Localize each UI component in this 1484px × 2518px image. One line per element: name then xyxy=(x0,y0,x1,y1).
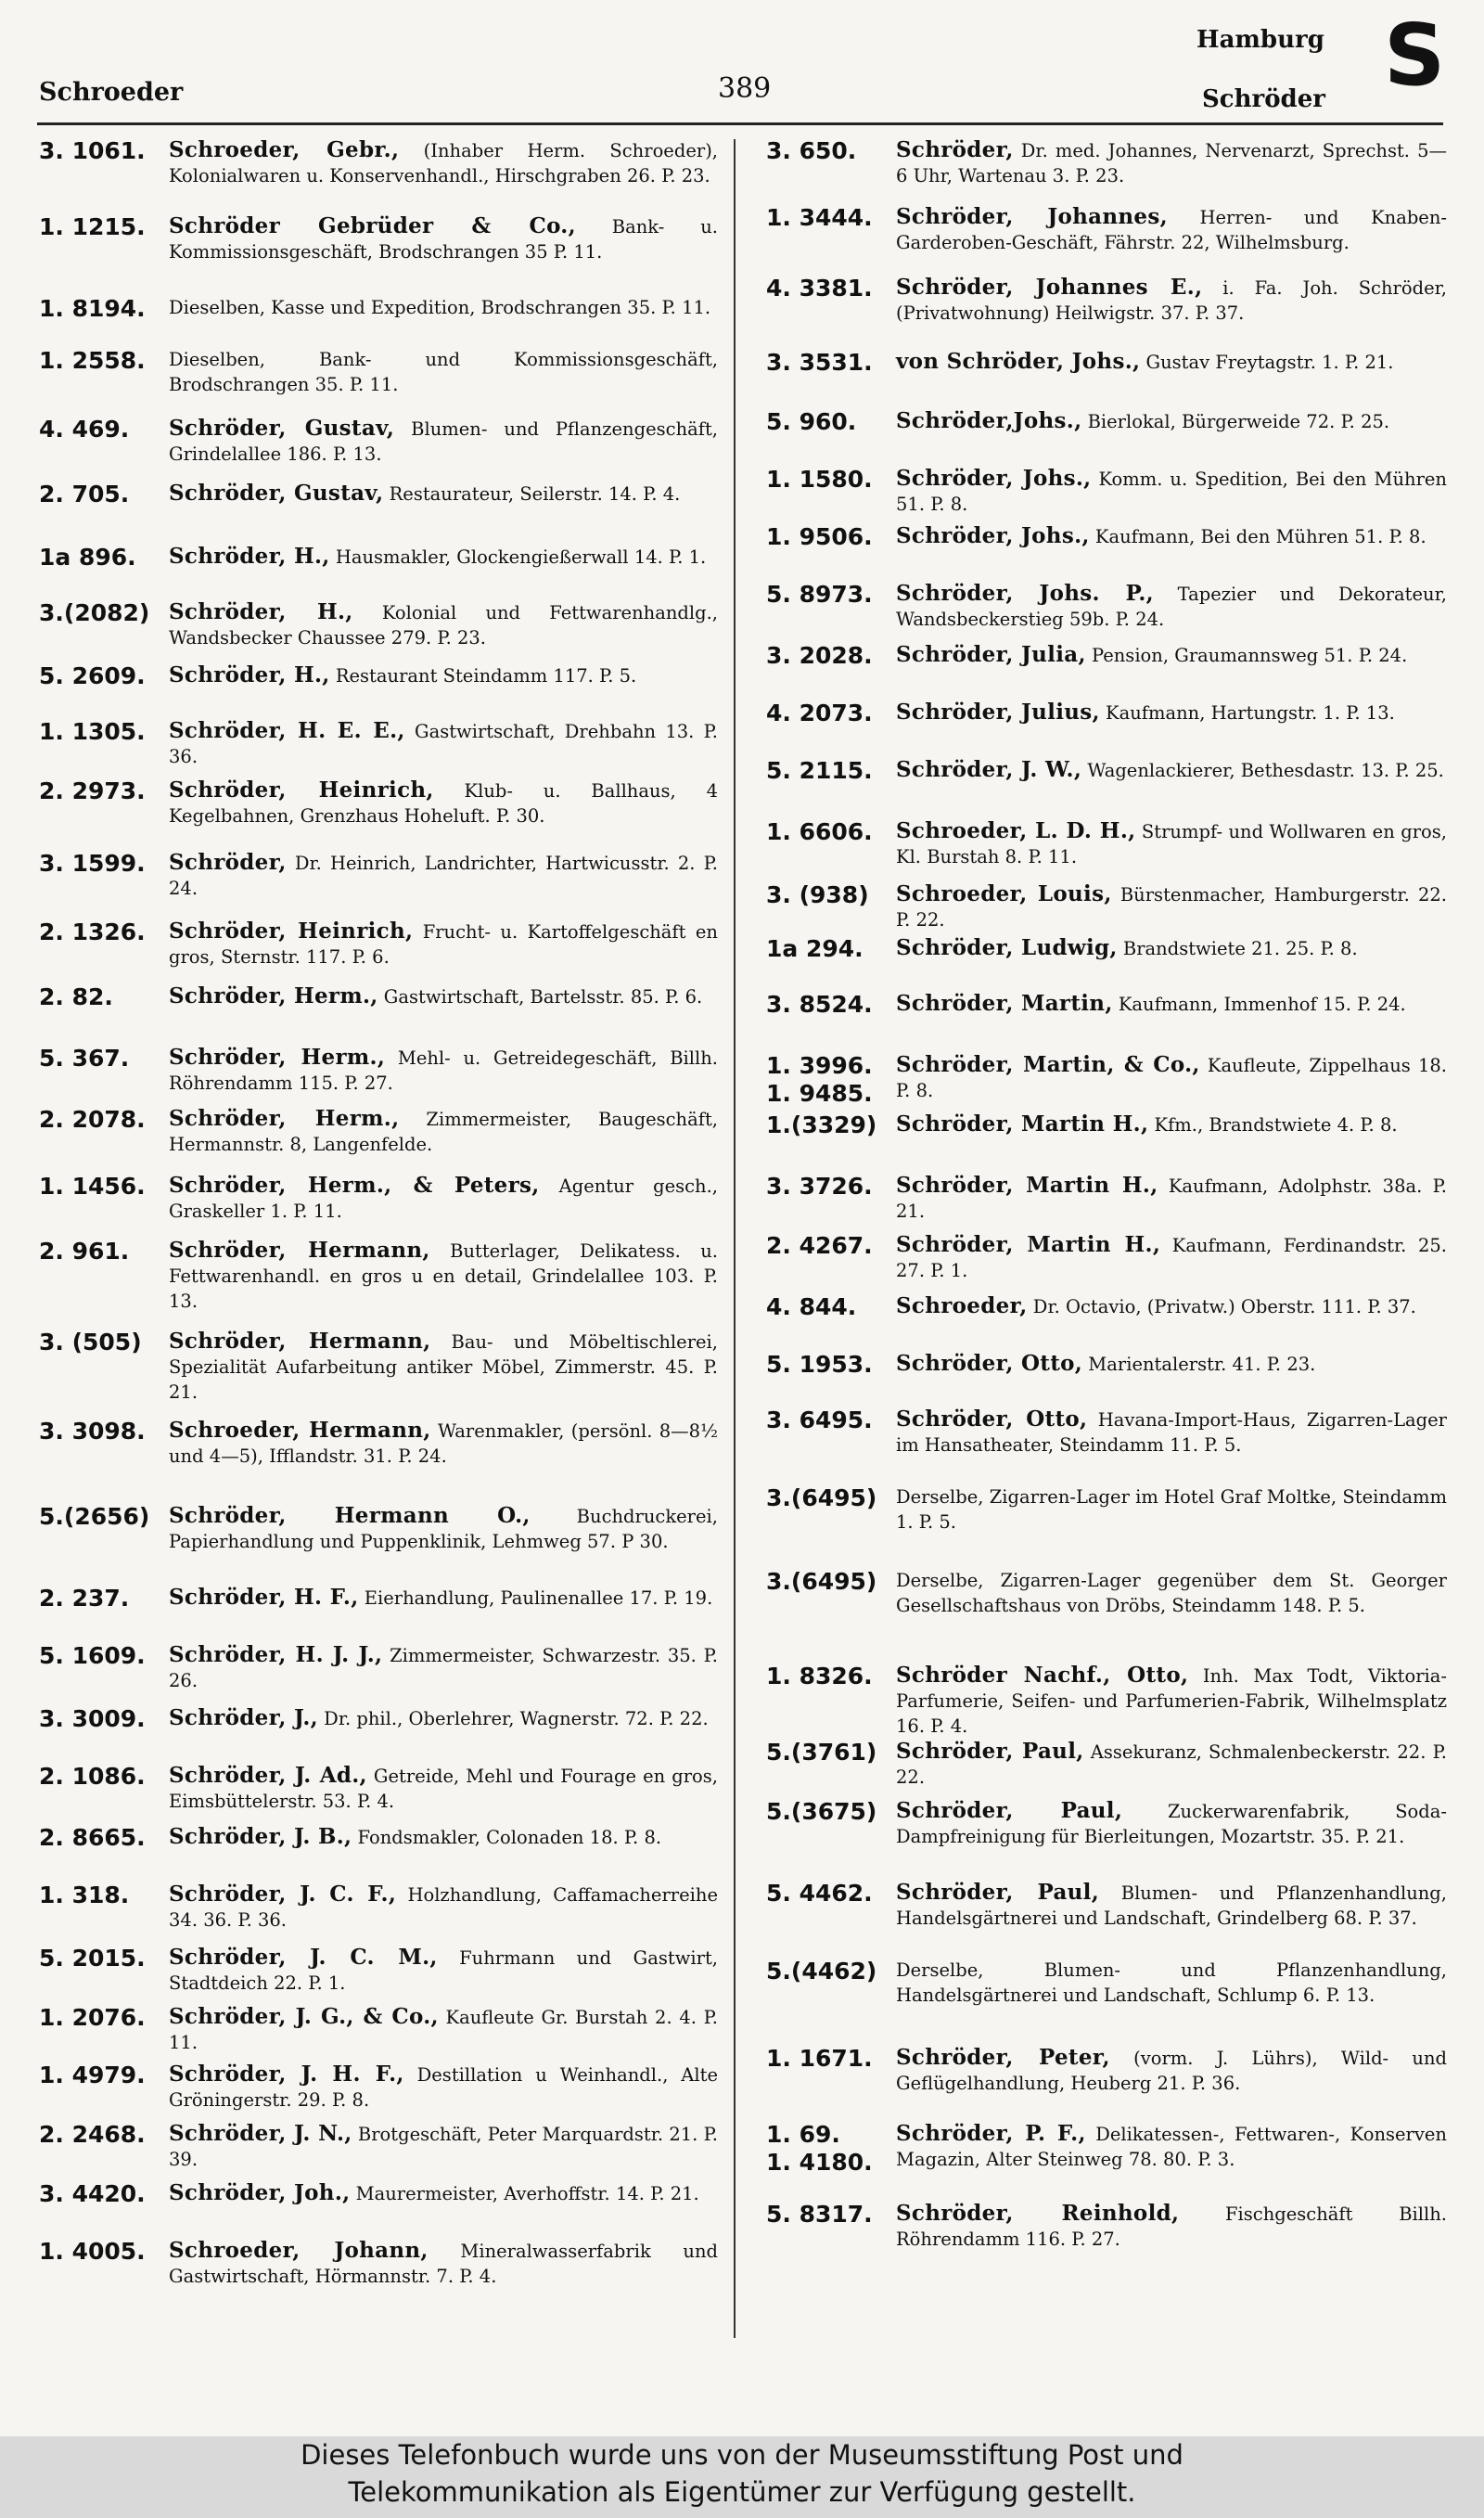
entry-details: Derselbe, Zigarren-Lager gegenüber dem St. Georger Gesellschaftshaus von Dröbs, Steindamm 148. P. 5. xyxy=(896,1570,1447,1616)
entry-text xyxy=(169,662,718,688)
entry-text xyxy=(896,2201,1447,2252)
entry-text xyxy=(896,642,1447,668)
phone-number: 4. 844. xyxy=(766,1293,857,1320)
entry-text xyxy=(169,718,718,769)
entry-text xyxy=(896,1293,1447,1319)
entry-name: Schröder, Julia, xyxy=(896,642,1086,667)
entry-name: Schröder, H., xyxy=(169,544,330,569)
entry-details: Mineralwasserfabrik und Gastwirtschaft, Hörmannstr. 7. P. 4. xyxy=(169,2241,718,2287)
entry-name: Schröder, Martin, xyxy=(896,991,1113,1016)
entry-details: Kaufmann, Bei den Mühren 51. P. 8. xyxy=(1089,526,1426,547)
entry-details: Kaufmann, Hartungstr. 1. P. 13. xyxy=(1099,702,1395,724)
phone-number: 3. 2028. xyxy=(766,642,873,669)
entry-text xyxy=(169,1503,718,1554)
entry-details: Maurermeister, Averhoffstr. 14. P. 21. xyxy=(350,2183,699,2204)
entry-details: Kolonial und Fettwarenhandlg., Wandsbecker Chaussee 279. P. 23. xyxy=(169,602,718,649)
phone-number: 2. 705. xyxy=(39,481,130,507)
entry-name: Schröder, Paul, xyxy=(896,1798,1123,1823)
phone-number: 5. 1609. xyxy=(39,1642,146,1669)
entry-text xyxy=(169,481,718,507)
phone-number: 1. 1671. xyxy=(766,2045,873,2072)
phone-number: 3. 8524. xyxy=(766,991,873,1018)
phone-number: 1. 2076. xyxy=(39,2004,146,2031)
phone-number: 3. 6495. xyxy=(766,1407,873,1433)
entry-details: Dr. med. Johannes, Nervenarzt, Sprechst. 5—6 Uhr, Wartenau 3. P. 23. xyxy=(896,140,1447,186)
entry-text xyxy=(896,2045,1447,2096)
entry-text xyxy=(896,1173,1447,1224)
entry-details: Agentur gesch., Graskeller 1. P. 11. xyxy=(169,1175,718,1222)
phone-number: 1a 896. xyxy=(39,544,136,571)
phone-number: 1. 4005. xyxy=(39,2238,146,2265)
entry-text xyxy=(169,1642,718,1693)
entry-name: Schröder, P. F., xyxy=(896,2121,1086,2146)
entry-name: Schröder, Johs. P., xyxy=(896,581,1154,606)
entry-name: Schröder, Martin, & Co., xyxy=(896,1052,1200,1077)
entry-details: Derselbe, Blumen- und Pflanzenhandlung, Handelsgärtnerei und Landschaft, Schlump 6. P. 13. xyxy=(896,1959,1447,2006)
entry-text xyxy=(169,1106,718,1157)
entry-name: Schröder, Otto, xyxy=(896,1351,1083,1376)
entry-text xyxy=(896,349,1447,375)
entry-details: Butterlager, Delikatess. u. Fettwarenhandl. en gros u en detail, Grindelallee 103. P. 13. xyxy=(169,1240,719,1312)
entry-details: Dieselben, Kasse und Expedition, Brodschrangen 35. P. 11. xyxy=(169,297,711,318)
entry-details: Kaufmann, Immenhof 15. P. 24. xyxy=(1112,994,1406,1015)
entry-text xyxy=(896,1052,1447,1103)
entry-details: Gastwirtschaft, Drehbahn 13. P. 36. xyxy=(169,721,718,767)
entry-text xyxy=(169,1882,718,1933)
entry-details: Dr. Octavio, (Privatw.) Oberstr. 111. P. 37. xyxy=(1027,1296,1416,1317)
entry-details: Buchdruckerei, Papierhandlung und Puppenklinik, Lehmweg 57. P 30. xyxy=(169,1506,718,1552)
entry-name: Schröder, H. E. E., xyxy=(169,718,405,743)
phone-number: 1. 6606. xyxy=(766,818,873,845)
entry-text xyxy=(896,881,1447,932)
entry-details: Blumen- und Pflanzenhandlung, Handelsgärtnerei und Landschaft, Grindelberg 68. P. 37. xyxy=(896,1882,1447,1929)
phone-number: 1.(3329) xyxy=(766,1111,877,1138)
entry-name: Schröder, Hermann, xyxy=(169,1329,431,1354)
phone-number: 2. 237. xyxy=(39,1585,130,1612)
phone-number: 3. 3726. xyxy=(766,1173,873,1200)
entry-text xyxy=(169,1763,718,1814)
entry-name: Schröder, xyxy=(169,850,287,875)
entry-text xyxy=(169,1045,718,1096)
phone-number: 5. 4462. xyxy=(766,1880,873,1907)
phone-number: 1a 294. xyxy=(766,935,864,962)
entry-text xyxy=(169,2004,718,2055)
entry-name: Schröder, Peter, xyxy=(896,2045,1110,2070)
phone-number: 1. 8194. xyxy=(39,295,146,322)
phone-number: 3. 1061. xyxy=(39,137,146,164)
entry-name: Schröder, J. Ad., xyxy=(169,1763,367,1788)
entry-details: Warenmakler, (persönl. 8—8½ und 4—5), Ifflandstr. 31. P. 24. xyxy=(169,1420,718,1467)
entry-details: Bau- und Möbeltischlerei, Spezialität Aufarbeitung antiker Möbel, Zimmerstr. 45. P. 21. xyxy=(169,1331,718,1403)
entry-details: Hausmakler, Glockengießerwall 14. P. 1. xyxy=(329,546,707,568)
entry-name: Schröder, H., xyxy=(169,662,330,687)
phone-number: 1. 9506. xyxy=(766,523,873,550)
entry-details: Dieselben, Bank- und Kommissionsgeschäft, Brodschrangen 35. P. 11. xyxy=(169,349,718,395)
entry-name: Schröder, Herm., xyxy=(169,1045,386,1070)
entry-name: Schröder, Hermann O., xyxy=(169,1503,531,1528)
entry-text xyxy=(896,1663,1447,1739)
phone-number: 5. 367. xyxy=(39,1045,130,1072)
entry-details: i. Fa. Joh. Schröder, (Privatwohnung) Heilwigstr. 37. P. 37. xyxy=(896,277,1447,324)
entry-details: Zimmermeister, Baugeschäft, Hermannstr. 8, Langenfelde. xyxy=(169,1109,718,1155)
entry-details: Restaurateur, Seilerstr. 14. P. 4. xyxy=(383,483,681,505)
phone-number: 2. 961. xyxy=(39,1238,130,1265)
entry-name: Schröder Gebrüder & Co., xyxy=(169,213,576,238)
entry-text xyxy=(896,275,1447,326)
entry-name: Schröder, Joh., xyxy=(169,2180,351,2205)
entry-details: Kaufmann, Adolphstr. 38a. P. 21. xyxy=(896,1175,1447,1222)
entry-name: Schröder, Herm., & Peters, xyxy=(169,1173,540,1198)
entry-name: Schröder, J. C. M., xyxy=(169,1945,438,1970)
entry-details: Dr. phil., Oberlehrer, Wagnerstr. 72. P. 22. xyxy=(317,1708,709,1729)
phone-number: 5.(4462) xyxy=(766,1958,877,1985)
entry-details: (Inhaber Herm. Schroeder), Kolonialwaren u. Konservenhandl., Hirschgraben 26. P. 23. xyxy=(169,140,718,186)
entry-details: Bürstenmacher, Hamburgerstr. 22. P. 22. xyxy=(896,884,1447,931)
entry-name: Schröder, Martin H., xyxy=(896,1111,1149,1137)
header-right-name: Schröder xyxy=(1202,85,1325,113)
phone-number: 5. 8973. xyxy=(766,581,873,608)
phone-number: 2. 1086. xyxy=(39,1763,146,1790)
entry-details: Kaufleute, Zippelhaus 18. P. 8. xyxy=(896,1055,1447,1101)
phone-number: 3.(6495) xyxy=(766,1568,877,1595)
phone-number: 1. 1305. xyxy=(39,718,146,745)
entry-text xyxy=(169,777,718,829)
entry-text xyxy=(896,1958,1447,2008)
entry-name: Schröder,Johs., xyxy=(896,408,1082,433)
entry-text xyxy=(169,919,718,970)
entry-details: Kfm., Brandstwiete 4. P. 8. xyxy=(1148,1114,1398,1136)
entry-name: Schröder, H., xyxy=(169,599,353,624)
entry-name: Schroeder, Johann, xyxy=(169,2238,429,2263)
entry-details: Getreide, Mehl und Fourage en gros, Eimsbüttelerstr. 53. P. 4. xyxy=(169,1766,718,1812)
entry-details: Kaufmann, Ferdinandstr. 25. 27. P. 1. xyxy=(896,1235,1447,1281)
entry-details: Herren- und Knaben-Garderoben-Geschäft, Fährstr. 22, Wilhelmsburg. xyxy=(896,207,1447,253)
phone-number: 3. (938) xyxy=(766,881,869,908)
phone-number: 1. 1215. xyxy=(39,213,146,240)
entry-name: Schröder, Ludwig, xyxy=(896,935,1118,960)
entry-name: von Schröder, Johs., xyxy=(896,349,1141,374)
entry-details: Holzhandlung, Caffamacherreihe 34. 36. P. 36. xyxy=(169,1884,718,1931)
entry-details: Dr. Heinrich, Landrichter, Hartwicusstr. 2. P. 24. xyxy=(169,853,718,899)
entry-name: Schröder, Martin H., xyxy=(896,1232,1161,1257)
phone-number: 2. 82. xyxy=(39,983,113,1010)
entry-details: (vorm. J. Lührs), Wild- und Geflügelhandlung, Heuberg 21. P. 36. xyxy=(896,2048,1447,2094)
phone-number: 2. 2468. xyxy=(39,2121,146,2148)
entry-details: Marientalerstr. 41. P. 23. xyxy=(1082,1354,1316,1375)
phone-number: 5.(3761) xyxy=(766,1739,877,1766)
phone-number: 5.(3675) xyxy=(766,1798,877,1825)
phone-number: 3. 3098. xyxy=(39,1418,146,1445)
entry-text xyxy=(896,1484,1447,1535)
entry-text xyxy=(169,1418,718,1469)
entry-name: Schröder, Herm., xyxy=(169,1106,400,1131)
entry-name: Schroeder, xyxy=(896,1293,1028,1318)
phone-number: 5. 1953. xyxy=(766,1351,873,1378)
entry-details: Zuckerwarenfabrik, Soda-Dampfreinigung für Bierleitungen, Mozartstr. 35. P. 21. xyxy=(896,1801,1447,1847)
entry-name: Schroeder, Gebr., xyxy=(169,137,400,162)
entry-text xyxy=(169,1238,718,1314)
entry-name: Schröder, J. G., & Co., xyxy=(169,2004,439,2029)
entry-text xyxy=(169,137,718,188)
phone-number: 3. 3531. xyxy=(766,349,873,376)
entry-details: Brotgeschäft, Peter Marquardstr. 21. P. 39. xyxy=(169,2124,719,2170)
phone-number: 1. 1456. xyxy=(39,1173,146,1200)
phone-number: 1. 69. 1. 4180. xyxy=(766,2121,873,2176)
entry-text xyxy=(169,2062,718,2113)
entry-text xyxy=(169,1824,718,1850)
entry-text xyxy=(896,523,1447,549)
entry-text xyxy=(896,1880,1447,1931)
entry-details: Pension, Graumannsweg 51. P. 24. xyxy=(1085,645,1408,666)
entry-name: Schröder, Martin H., xyxy=(896,1173,1158,1198)
phone-number: 5. 2115. xyxy=(766,757,873,784)
entry-text xyxy=(169,2180,718,2206)
entry-text xyxy=(169,213,718,264)
entry-name: Schroeder, Hermann, xyxy=(169,1418,431,1443)
phone-number: 3.(2082) xyxy=(39,599,150,626)
entry-name: Schröder, J. B., xyxy=(169,1824,352,1849)
entry-name: Schröder Nachf., Otto, xyxy=(896,1663,1189,1688)
entry-name: Schröder, Johannes, xyxy=(896,204,1168,229)
entry-text xyxy=(896,1798,1447,1849)
entry-details: Delikatessen-, Fettwaren-, Konserven Magazin, Alter Steinweg 78. 80. P. 3. xyxy=(896,2124,1447,2170)
entry-text xyxy=(896,1111,1447,1137)
entry-details: Assekuranz, Schmalenbeckerstr. 22. P. 22. xyxy=(896,1741,1447,1788)
entry-text xyxy=(169,2238,718,2289)
entry-text xyxy=(169,850,718,901)
entry-name: Schröder, J. N., xyxy=(169,2121,352,2146)
entry-text xyxy=(169,295,718,320)
phone-number: 2. 4267. xyxy=(766,1232,873,1259)
entry-text xyxy=(169,1173,718,1224)
entry-name: Schröder, Gustav, xyxy=(169,416,395,441)
phone-number: 1. 1580. xyxy=(766,466,873,493)
entry-details: Kaufleute Gr. Burstah 2. 4. P. 11. xyxy=(169,2007,719,2053)
page-number: 389 xyxy=(718,72,772,105)
entry-text xyxy=(896,935,1447,961)
entry-text xyxy=(896,1739,1447,1790)
entry-details: Fondsmakler, Colonaden 18. P. 8. xyxy=(352,1827,662,1848)
entry-text xyxy=(896,700,1447,726)
entry-details: Gastwirtschaft, Bartelsstr. 85. P. 6. xyxy=(377,986,703,1008)
entry-details: Destillation u Weinhandl., Alte Gröningerstr. 29. P. 8. xyxy=(169,2064,719,2111)
phone-number: 1. 318. xyxy=(39,1882,130,1908)
entry-text xyxy=(169,1329,718,1405)
entry-details: Mehl- u. Getreidegeschäft, Billh. Röhrendamm 115. P. 27. xyxy=(169,1047,718,1094)
phone-number: 1. 8326. xyxy=(766,1663,873,1689)
column-divider xyxy=(734,139,736,2338)
entry-text xyxy=(896,991,1447,1017)
entry-name: Schröder, J. C. F., xyxy=(169,1882,397,1907)
entry-name: Schroeder, Louis, xyxy=(896,881,1112,906)
entry-text xyxy=(896,1351,1447,1377)
entry-name: Schröder, Johs., xyxy=(896,466,1092,491)
entry-text xyxy=(169,1585,718,1611)
phone-number: 3. 3009. xyxy=(39,1705,146,1732)
entry-name: Schröder, Otto, xyxy=(896,1407,1088,1432)
phone-number: 3. 1599. xyxy=(39,850,146,877)
phone-number: 5. 2015. xyxy=(39,1945,146,1972)
entry-text xyxy=(896,818,1447,869)
entry-text xyxy=(896,1407,1447,1458)
entry-name: Schröder, Johannes E., xyxy=(896,275,1203,300)
phone-number: 5.(2656) xyxy=(39,1503,150,1530)
entry-text xyxy=(169,1945,718,1996)
entry-name: Schröder, J., xyxy=(169,1705,318,1730)
phone-number: 4. 469. xyxy=(39,416,130,443)
entry-name: Schröder, H. F., xyxy=(169,1585,359,1610)
phone-number: 2. 8665. xyxy=(39,1824,146,1851)
header-rule xyxy=(37,122,1443,125)
entry-text xyxy=(896,137,1447,188)
header-city: Hamburg xyxy=(1196,26,1324,54)
entry-name: Schröder, Johs., xyxy=(896,523,1090,548)
entry-details: Bank- u. Kommissionsgeschäft, Brodschrangen 35 P. 11. xyxy=(169,216,718,263)
entry-text xyxy=(169,416,718,467)
entry-name: Schröder, Paul, xyxy=(896,1739,1084,1764)
entry-details: Komm. u. Spedition, Bei den Mühren 51. P. 8. xyxy=(896,469,1447,515)
header-left-name: Schroeder xyxy=(39,78,184,107)
footer-notice xyxy=(0,2436,1484,2518)
entry-details: Gustav Freytagstr. 1. P. 21. xyxy=(1140,352,1394,373)
entry-text xyxy=(896,581,1447,632)
entry-details: Eierhandlung, Paulinenallee 17. P. 19. xyxy=(358,1587,713,1609)
entry-text xyxy=(896,1568,1447,1618)
entry-name: Schröder, H. J. J., xyxy=(169,1642,383,1667)
phone-number: 1. 3444. xyxy=(766,204,873,231)
entry-text xyxy=(169,2121,718,2172)
entry-name: Schröder, J. H. F., xyxy=(169,2062,404,2087)
entry-details: Klub- u. Ballhaus, 4 Kegelbahnen, Grenzhaus Hoheluft. P. 30. xyxy=(169,780,718,827)
phone-number: 2. 2078. xyxy=(39,1106,146,1133)
entry-text xyxy=(896,408,1447,434)
entry-text xyxy=(169,983,718,1009)
phone-number: 5. 8317. xyxy=(766,2201,873,2228)
entry-name: Schröder, Paul, xyxy=(896,1880,1100,1905)
entry-text xyxy=(169,1705,718,1731)
phone-number: 2. 2973. xyxy=(39,777,146,804)
footer-line-1: Dieses Telefonbuch wurde uns von der Museumsstiftung Post und xyxy=(301,2439,1183,2471)
phone-number: 3. 650. xyxy=(766,137,857,164)
entry-name: Schröder, Reinhold, xyxy=(896,2201,1180,2226)
entry-text xyxy=(169,544,718,570)
entry-text xyxy=(896,1232,1447,1283)
entry-text xyxy=(896,757,1447,783)
phone-number: 3. 4420. xyxy=(39,2180,146,2207)
entry-text xyxy=(896,2121,1447,2172)
entry-text xyxy=(896,204,1447,255)
entry-details: Derselbe, Zigarren-Lager im Hotel Graf Moltke, Steindamm 1. P. 5. xyxy=(896,1486,1447,1533)
entry-details: Inh. Max Todt, Viktoria-Parfumerie, Seifen- und Parfumerien-Fabrik, Wilhelmsplatz 16. P. 4. xyxy=(896,1665,1447,1737)
entry-details: Wagenlackierer, Bethesdastr. 13. P. 25. xyxy=(1081,760,1444,781)
phone-number: 5. 2609. xyxy=(39,662,146,689)
phone-number: 4. 2073. xyxy=(766,700,873,726)
entry-text xyxy=(169,347,718,397)
entry-details: Bierlokal, Bürgerweide 72. P. 25. xyxy=(1081,411,1390,432)
phone-number: 2. 1326. xyxy=(39,919,146,945)
entry-name: Schröder, Gustav, xyxy=(169,481,384,506)
header-letter: S xyxy=(1384,6,1446,105)
phone-number: 1. 3996. 1. 9485. xyxy=(766,1052,873,1107)
entry-name: Schröder, Heinrich, xyxy=(169,777,434,803)
entry-text xyxy=(169,599,718,650)
phone-number: 3.(6495) xyxy=(766,1484,877,1511)
footer-line-2: Telekommunikation als Eigentümer zur Verfügung gestellt. xyxy=(348,2476,1136,2508)
entry-details: Brandstwiete 21. 25. P. 8. xyxy=(1117,938,1358,959)
phone-number: 3. (505) xyxy=(39,1329,142,1355)
entry-text xyxy=(896,466,1447,517)
phone-number: 4. 3381. xyxy=(766,275,873,302)
entry-name: Schroeder, L. D. H., xyxy=(896,818,1136,843)
entry-name: Schröder, J. W., xyxy=(896,757,1082,782)
entry-details: Frucht- u. Kartoffelgeschäft en gros, Sternstr. 117. P. 6. xyxy=(169,921,718,968)
entry-name: Schröder, Heinrich, xyxy=(169,919,414,944)
entry-details: Blumen- und Pflanzengeschäft, Grindelallee 186. P. 13. xyxy=(169,418,719,465)
entry-name: Schröder, Hermann, xyxy=(169,1238,430,1263)
entry-details: Havana-Import-Haus, Zigarren-Lager im Hansatheater, Steindamm 11. P. 5. xyxy=(896,1409,1447,1456)
entry-details: Fischgeschäft Billh. Röhrendamm 116. P. 27. xyxy=(896,2203,1447,2250)
entry-name: Schröder, Julius, xyxy=(896,700,1100,725)
entry-details: Fuhrmann und Gastwirt, Stadtdeich 22. P. 1. xyxy=(169,1947,718,1994)
entry-name: Schröder, xyxy=(896,137,1014,162)
phone-number: 1. 2558. xyxy=(39,347,146,374)
entry-details: Tapezier und Dekorateur, Wandsbeckerstieg 59b. P. 24. xyxy=(896,584,1447,630)
entry-details: Strumpf- und Wollwaren en gros, Kl. Burstah 8. P. 11. xyxy=(896,821,1447,867)
entry-details: Zimmermeister, Schwarzestr. 35. P. 26. xyxy=(169,1645,718,1691)
entry-details: Restaurant Steindamm 117. P. 5. xyxy=(329,665,637,687)
phone-number: 1. 4979. xyxy=(39,2062,146,2088)
entry-name: Schröder, Herm., xyxy=(169,983,378,1008)
phone-number: 5. 960. xyxy=(766,408,857,435)
